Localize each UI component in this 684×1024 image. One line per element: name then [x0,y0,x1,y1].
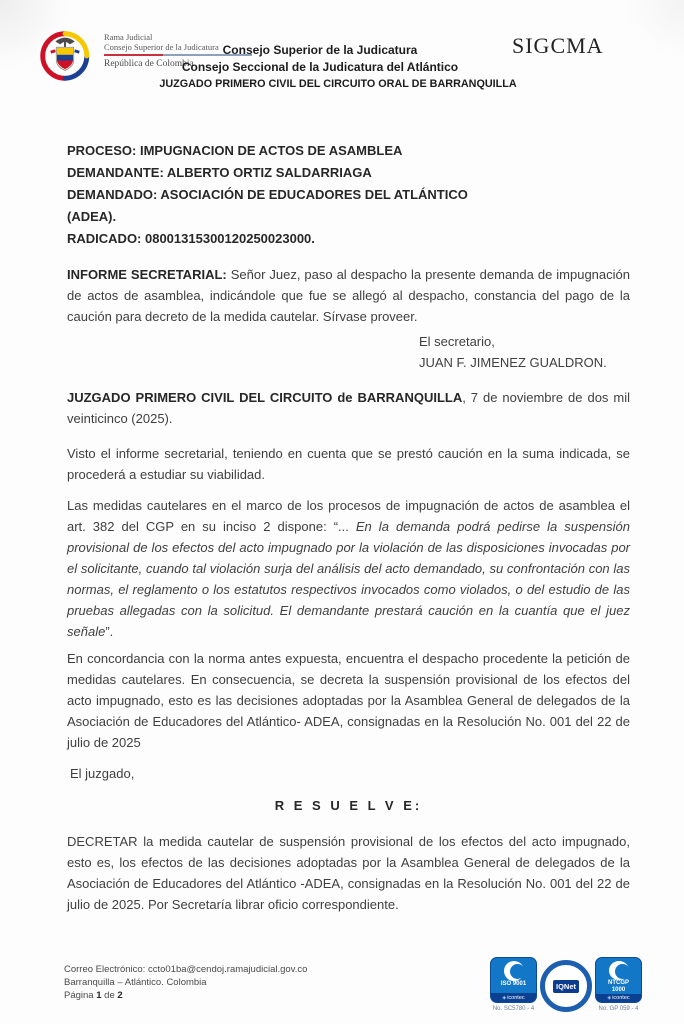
iqnet-badge-body [540,960,592,1012]
ntcgp-badge [595,957,642,1012]
ntcgp-label [608,980,629,994]
medidas-cautelares-paragraph [67,495,630,642]
logo-line-rama-judicial: Rama Judicial [104,32,153,42]
icontec-brand-label: icontec [612,994,630,1001]
page-label: Página [64,990,94,1001]
ntcgp-subtitle: 1000 [611,986,626,993]
secretary-signature-block [67,331,630,373]
medidas-intro: Las medidas cautelares en el marco de los procesos de impugnación de actos de asamblea el art. 382 del CGP en su inciso 2 dispone: “... [67,498,630,534]
court-date-paragraph [67,387,630,429]
iso-9001-label: ISO 9001 [500,981,527,987]
ntcgp-certificate-number: No. GP 059 - 4 [598,1006,639,1012]
iso-9001-badge [490,957,537,1012]
icontec-brand-label: icontec [507,994,525,1001]
decretar-paragraph: DECRETAR la medida cautelar de suspensión provisional de los efectos del acto impugnado, esto es, los efectos de las decisiones adoptadas por la Asamblea General de delegados de la Asociación de Educadores del Atlántico -ADEA, consignadas en la Resolución No. 001 del 22 de julio de 2025. Por Secretaría librar oficio correspondiente. [67,834,630,912]
secretary-role: El secretario, [419,334,495,349]
court-name: JUZGADO PRIMERO CIVIL DEL CIRCUITO de BARRANQUILLA [67,390,463,405]
ntcgp-badge-body [595,957,642,1003]
icontec-brand-bar [596,994,641,1002]
case-demandado-cont: (ADEA). [67,209,117,224]
icontec-diamond-icon: ◈ [607,994,612,1001]
footer-email: Correo Electrónico: ccto01ba@cendoj.ramajudicial.gov.co [64,964,308,975]
header-line-consejo-superior: Consejo Superior de la Judicatura [222,43,418,57]
footer-page-number [64,989,307,1002]
informe-secretarial-paragraph [67,264,630,327]
iqnet-label: IQNet [553,980,579,993]
concordancia-paragraph: En concordancia con la norma antes expuesta, encuentra el despacho procedente la petición de medidas cautelares. En consecuencia, se decreta la suspensión provisional de los efectos del acto impugnado, esto es las decisiones adoptadas por la Asamblea General de delegados de la Asociación de Educadores del Atlántico- ADEA, consignadas en la Resolución No. 001 del 22 de julio de 2025 [67,651,630,750]
informe-label: INFORME SECRETARIAL: [67,267,227,282]
icontec-brand-bar [491,993,536,1002]
case-demandado: DEMANDADO: ASOCIACIÓN DE EDUCADORES DEL ATLÁNTICO [67,187,468,202]
footer-contact-block [64,963,307,1002]
logo-line-consejo: Consejo Superior de la Judicatura [104,42,219,52]
ntcgp-title: NTCGP [608,979,629,986]
iqnet-badge [540,957,592,1012]
iso-certificate-number: No. SC5780 - 4 [492,1006,535,1012]
informe-text: Señor Juez, paso al despacho la presente demanda de impugnación de actos de asamblea, indicándole que fue se allegó al despacho, constancia del pago de la caución para decreto de la medida cautelar. Sírvase proveer. [67,267,630,324]
visto-paragraph: Visto el informe secretarial, teniendo en cuenta que se prestó caución en la suma indicada, se procederá a estudiar su viabilidad. [67,446,630,482]
case-info-block [67,140,630,250]
case-demandante: DEMANDANTE: ALBERTO ORTIZ SALDARRIAGA [67,165,372,180]
page-total: 2 [117,990,123,1001]
resuelve-heading: R E S U E L V E: [274,798,423,813]
court-date: , 7 de noviembre de dos mil veinticinco (2025). [67,390,630,426]
icontec-swirl-icon [609,961,629,980]
logo-line-republica: República de Colombia [104,59,194,69]
icontec-diamond-icon: ◈ [502,994,507,1001]
medidas-close: ”. [105,624,114,639]
header-line-juzgado: JUZGADO PRIMERO CIVIL DEL CIRCUITO ORAL DE BARRANQUILLA [159,78,517,90]
header-line-consejo-seccional: Consejo Seccional de la Judicatura del Atlántico [181,60,459,74]
icontec-swirl-icon [504,961,524,981]
sigcma-label: SIGCMA [512,33,604,58]
medidas-quote: En la demanda podrá pedirse la suspensión provisional de los efectos del acto impugnado por la violación de las disposiciones invocadas por el solicitante, cuando tal violación surja del análisis del acto demandado, su confrontación con las normas, el reglamento o los estatutos respectivos invocados como violados, o del estudio de las pruebas allegadas con la solicitud. El demandante prestará caución en la cuantía que el juez señale [67,519,630,639]
el-juzgado-line: El juzgado, [70,766,135,781]
page-separator: de [104,990,115,1001]
case-radicado: RADICADO: 08001315300120250023000. [67,231,315,246]
iso-9001-badge-body [490,957,537,1003]
secretary-name: JUAN F. JIMENEZ GUALDRON. [419,355,607,370]
certification-badges [490,957,642,1012]
page-current: 1 [96,990,102,1001]
case-proceso: PROCESO: IMPUGNACION DE ACTOS DE ASAMBLEA [67,143,403,158]
footer-location: Barranquilla – Atlántico. Colombia [64,977,207,988]
